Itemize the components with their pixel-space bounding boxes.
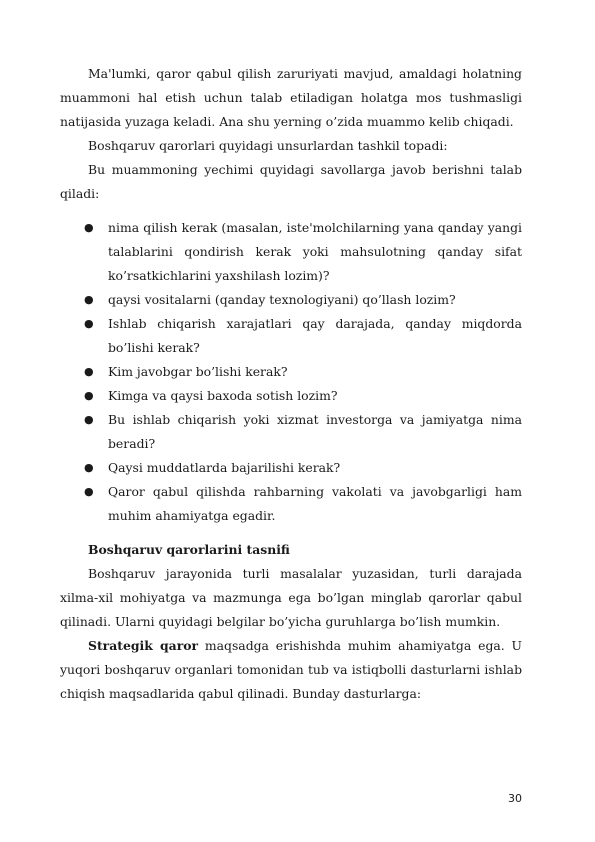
list-item — [84, 408, 522, 456]
list-item — [84, 288, 522, 312]
list-item — [84, 480, 522, 528]
list-item — [84, 384, 522, 408]
strategic-paragraph — [60, 634, 522, 706]
bullet-icon: ● — [84, 293, 94, 306]
elements-paragraph: Boshqaruv qarorlari quyidagi unsurlardan tashkil topadi: — [88, 138, 448, 153]
list-item-text: nima qilish kerak (masalan, iste'molchilarning yana qanday yangi talablarini qondirish kerak yoki mahsulotning qanday sifat ko’rsatkichlarini yaxshilash lozim)? — [108, 220, 522, 283]
bullet-icon: ● — [84, 317, 94, 330]
intro-paragraph: Ma'lumki, qaror qabul qilish zaruriyati mavjud, amaldagi holatning muammoni hal etish uchun talab etiladigan holatga mos tushmasligi natijasida yuzaga keladi. Ana shu yerning o’zida muammo kelib chiqadi. — [60, 66, 522, 129]
list-item — [84, 216, 522, 288]
list-item-text: Ishlab chiqarish xarajatlari qay darajada, qanday miqdorda bo’lishi kerak? — [108, 316, 522, 355]
list-item — [84, 456, 522, 480]
document-page — [60, 62, 522, 706]
questions-intro-paragraph: Bu muammoning yechimi quyidagi savollarga javob berishni talab qiladi: — [60, 162, 522, 201]
list-item-text: Qaysi muddatlarda bajarilishi kerak? — [108, 460, 341, 475]
section-heading: Boshqaruv qarorlarini tasnifi — [88, 542, 290, 557]
page-number: 30 — [508, 792, 522, 805]
bullet-icon: ● — [84, 389, 94, 402]
list-item — [84, 360, 522, 384]
bullet-icon: ● — [84, 413, 94, 426]
list-item-text: Kimga va qaysi baxoda sotish lozim? — [108, 388, 338, 403]
bullet-icon: ● — [84, 461, 94, 474]
list-item — [84, 312, 522, 360]
bullet-icon: ● — [84, 485, 94, 498]
bullet-icon: ● — [84, 221, 94, 234]
section-paragraph: Boshqaruv jarayonida turli masalalar yuzasidan, turli darajada xilma-xil mohiyatga va mazmunga ega bo’lgan minglab qarorlar qabul qilinadi. Ularni quyidagi belgilar bo’yicha guruhlarga bo’lish mumkin. — [60, 566, 522, 629]
bullet-icon: ● — [84, 365, 94, 378]
strategic-term: Strategik qaror — [88, 638, 199, 653]
list-item-text: Bu ishlab chiqarish yoki xizmat investorga va jamiyatga nima beradi? — [108, 412, 522, 451]
list-item-text: qaysi vositalarni (qanday texnologiyani) qo’llash lozim? — [108, 292, 456, 307]
strategic-text: maqsadga erishishda muhim ahamiyatga ega. U yuqori boshqaruv organlari tomonidan tub va istiqbolli dasturlarni ishlab chiqish maqsadlarida qabul qilinadi. Bunday dasturlarga: — [60, 638, 522, 701]
questions-list — [60, 216, 522, 528]
list-item-text: Qaror qabul qilishda rahbarning vakolati va javobgarligi ham muhim ahamiyatga egadir. — [108, 484, 522, 523]
list-item-text: Kim javobgar bo’lishi kerak? — [108, 364, 288, 379]
